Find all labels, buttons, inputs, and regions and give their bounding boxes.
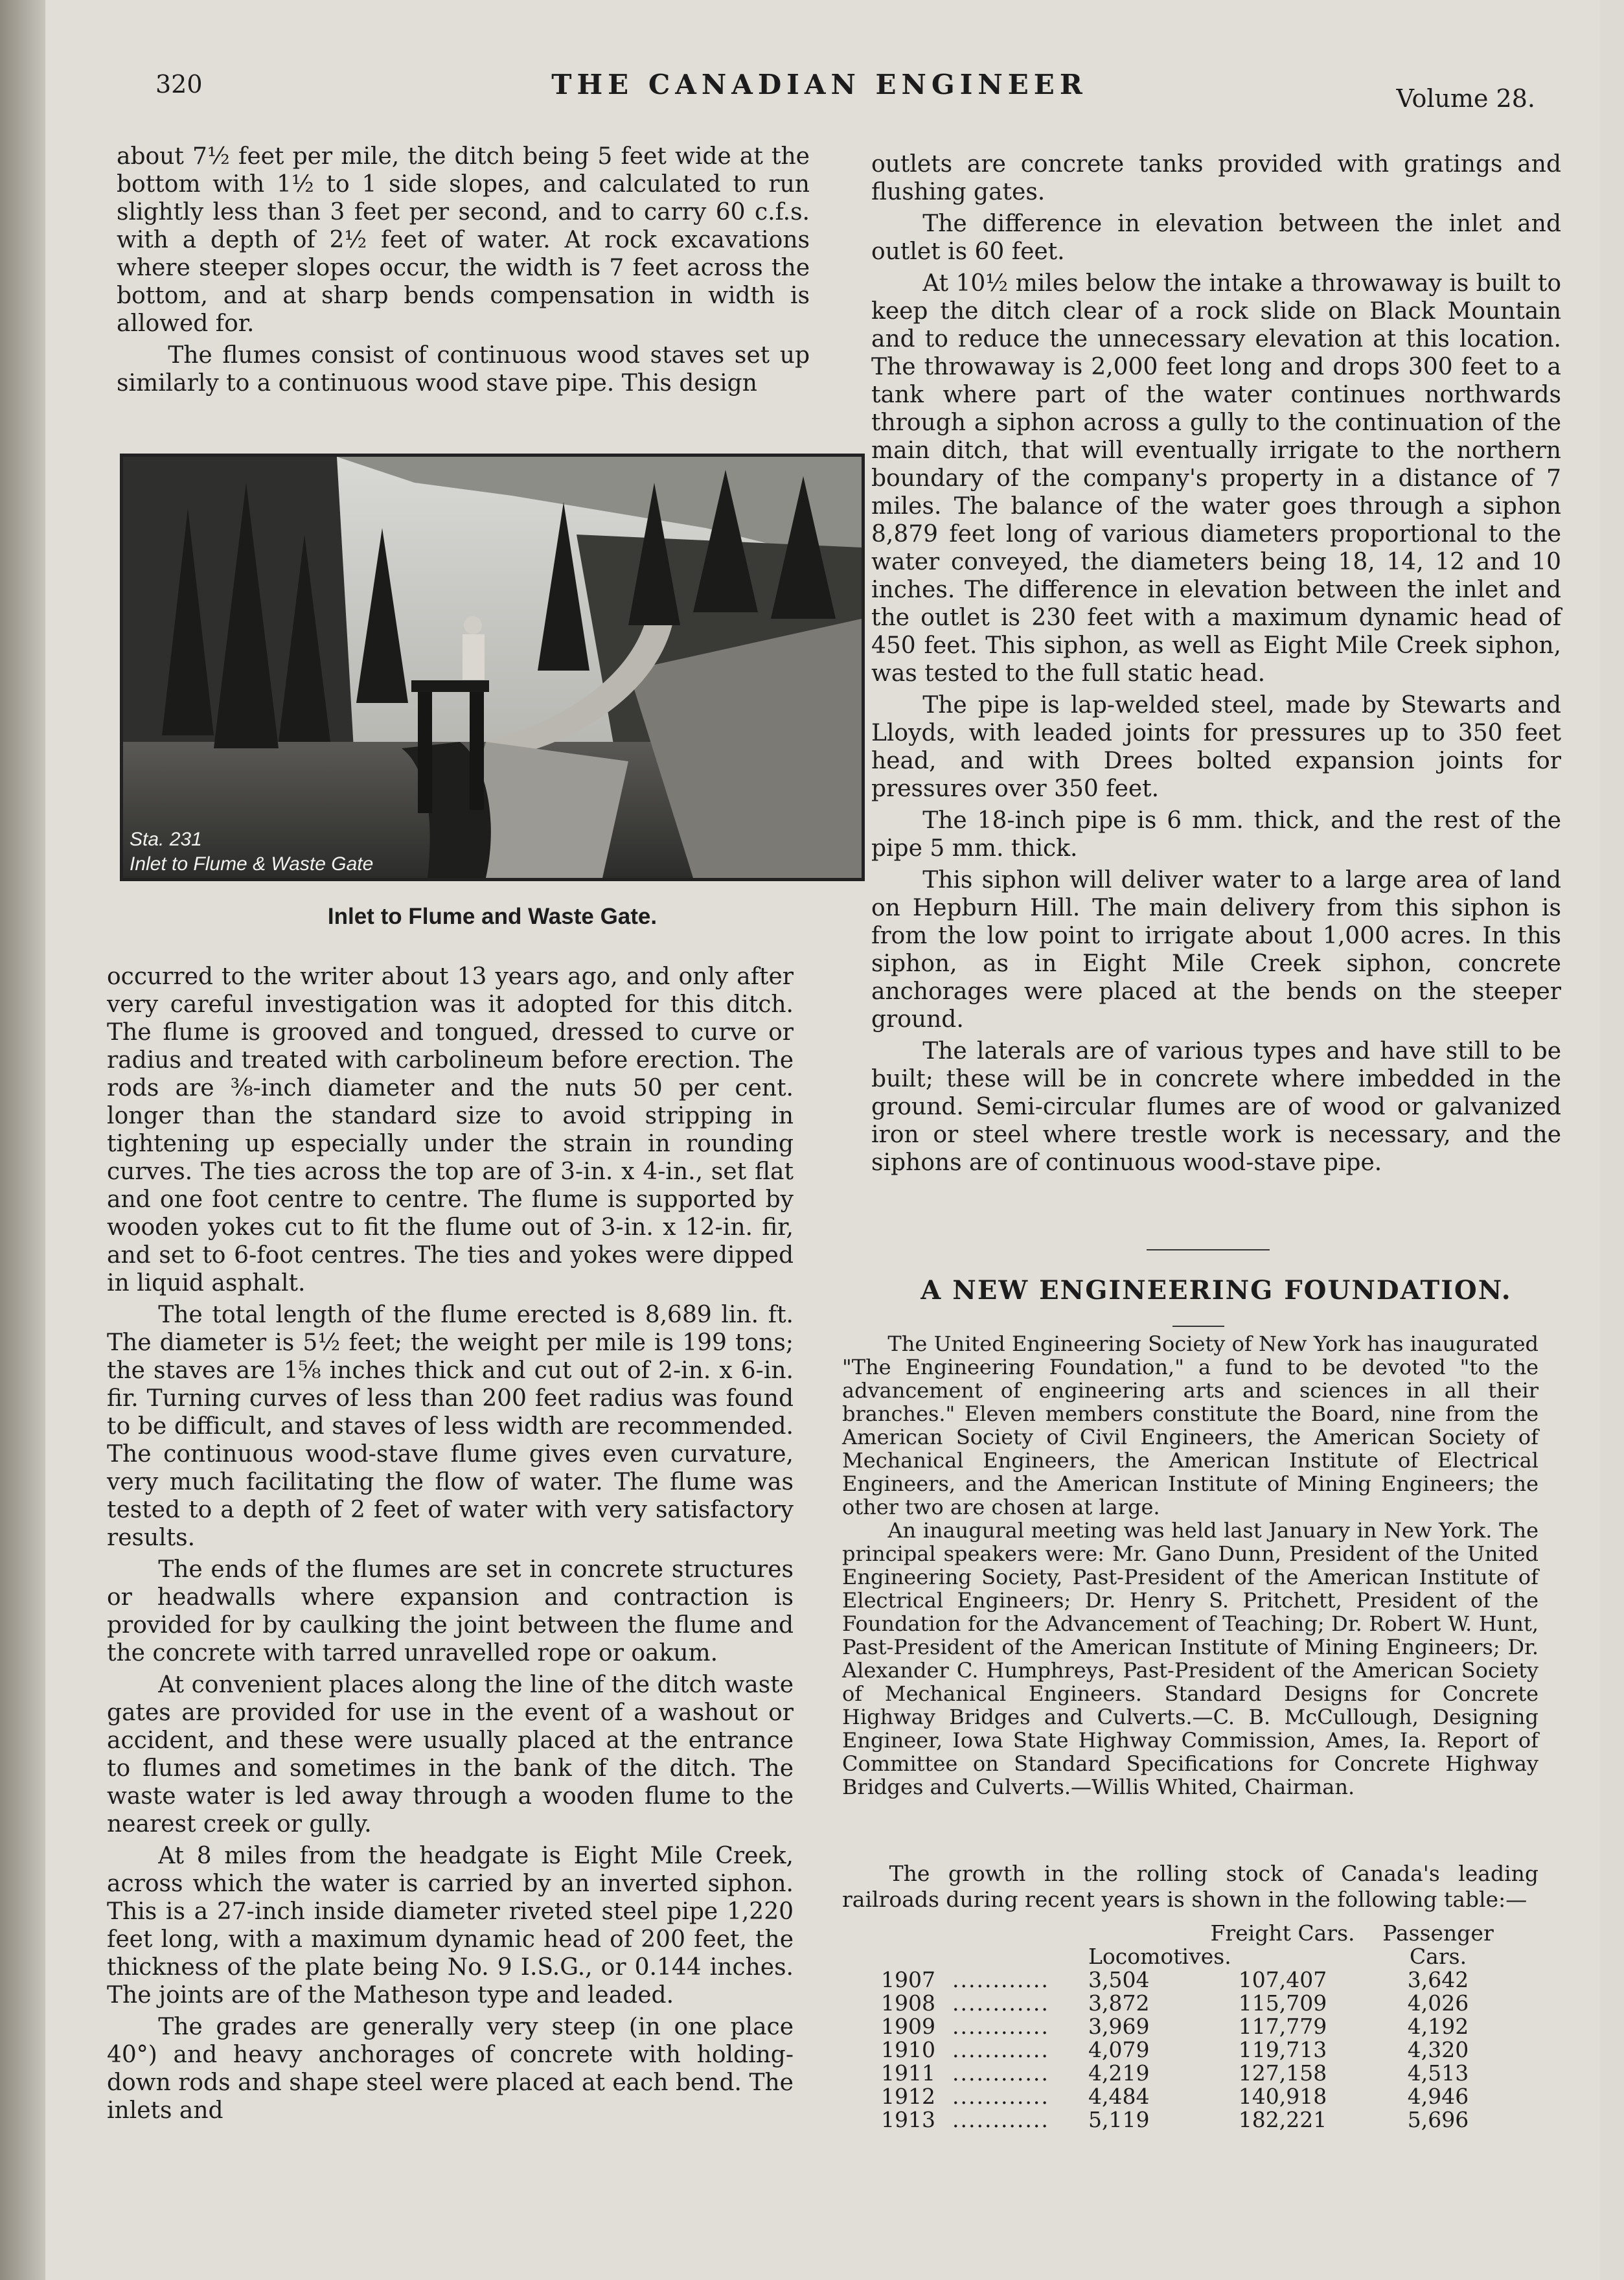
paragraph: about 7½ feet per mile, the ditch being 5 feet wide at the bottom with 1½ to 1 side slopes, and calculated to run slightly less than 3 feet per second, and to carry 60 c.f.s. with a depth of 2½ feet of water. At rock excavations where steeper slopes occur, the width is 7 feet across the bottom, and at sharp bends compensation in width is allowed for.: [117, 143, 810, 337]
table-cell: 4,946: [1407, 2084, 1469, 2109]
table-header-cell: Locomotives.: [1088, 1944, 1231, 1969]
photo-inscription-station: Sta. 231: [130, 829, 202, 850]
leader-dots: ............: [952, 1992, 1049, 2015]
paragraph: The ends of the flumes are set in concrete structures or headwalls where expansion and contraction is provided for by caulking the joint between the flume and the concrete with tarred unravelled rope or oakum.: [107, 1556, 794, 1666]
paragraph: The United Engineering Society of New York has inaugurated "The Engineering Foundation," a fund to be devoted "to the advancement of engineering arts and sciences in all their branches." Eleven members constitute the Board, nine from the American Society of Civil Engineers, the American Society of Mechanical Engineers, the American Institute of Electrical Engineers, and the American Institute of Mining Engineers; the other two are chosen at large.: [842, 1331, 1538, 1519]
table-cell: 107,407: [1238, 1967, 1327, 1992]
table-row: [881, 1992, 1529, 2015]
leader-dots: ............: [952, 2015, 1049, 2038]
paragraph: The pipe is lap-welded steel, made by Stewarts and Lloyds, with leaded joints for pressures up to 350 feet head, and with Drees bolted expansion joints for pressures over 350 feet.: [871, 692, 1561, 802]
table-cell: 4,026: [1407, 1990, 1469, 2016]
table-cell: 3,504: [1088, 1967, 1150, 1992]
rolling-stock-table: [881, 1922, 1529, 2132]
table-header-cell: Passenger Cars.: [1382, 1920, 1494, 1969]
paragraph: The total length of the flume erected is 8,689 lin. ft. The diameter is 5½ feet; the weight per mile is 199 tons; the staves are 1⅝ inches thick and cut out of 2-in. x 6-in. fir. Turning curves of less than 200 feet radius was found to be difficult, and staves of less width are recommended. The continuous wood-stave flume gives even curvature, very much facilitating the flow of water. The flume was tested to a depth of 2 feet of water with very satisfactory results.: [107, 1302, 794, 1551]
paragraph: occurred to the writer about 13 years ago, and only after very careful investigation was it adopted for this ditch. The flume is grooved and tongued, dressed to curve or radius and treated with carbolineum before erection. The rods are ⅜-inch diameter and the nuts 50 per cent. longer than the standard size to avoid stripping in tightening up especially under the strain in rounding curves. The ties across the top are of 3-in. x 4-in., set flat and one foot centre to centre. The flume is supported by wooden yokes cut to fit the flume out of 3-in. x 12-in. fir, and set to 6-foot centres. The ties and yokes were dipped in liquid asphalt.: [107, 963, 794, 1296]
right-column: [871, 150, 1561, 1180]
rolling-stock-intro: [842, 1861, 1538, 1913]
paragraph: The difference in elevation between the inlet and outlet is 60 feet.: [871, 211, 1561, 265]
left-column-bottom: [107, 963, 794, 2128]
paragraph: An inaugural meeting was held last January in New York. The principal speakers were: Mr. Gano Dunn, President of the United Engineering Society, Past-President of the American Institute of Electrical Engineers; Dr. Henry S. Pritchett, President of the Foundation for the Advancement of Teaching; Dr. Robert W. Hunt, Past-President of the American Institute of Mining Engineers; Dr. Alexander C. Humphreys, Past-President of the American Society of Mechanical Engineers. Standard Designs for Concrete Highway Bridges and Culverts.—C. B. McCullough, Designing Engineer, Iowa State Highway Commission, Ames, Ia. Report of Committee on Standard Specifications for Concrete Highway Bridges and Culverts.—Willis Whited, Chairman.: [842, 1518, 1538, 1799]
leader-dots: ............: [952, 2038, 1049, 2062]
table-cell: 5,119: [1088, 2107, 1150, 2132]
page-number: 320: [155, 70, 203, 98]
flume-photo: [120, 454, 865, 881]
photo-caption: Inlet to Flume and Waste Gate.: [327, 904, 658, 929]
photo-inscription-label: Inlet to Flume & Waste Gate: [130, 853, 374, 875]
table-cell: 4,320: [1407, 2037, 1469, 2062]
paragraph: At convenient places along the line of the ditch waste gates are provided for use in the event of a washout or accident, and these were usually placed at the entrance to flumes and sometimes in the bank of the ditch. The waste water is led away through a wooden flume to the nearest creek or gully.: [107, 1672, 794, 1837]
table-cell: 117,779: [1238, 2014, 1327, 2039]
table-row: [881, 2108, 1529, 2132]
table-row: [881, 2015, 1529, 2038]
paragraph: The flumes consist of continuous wood staves set up similarly to a continuous wood stave pipe. This design: [117, 342, 810, 397]
table-header-cell: Freight Cars.: [1210, 1920, 1355, 1946]
paragraph: The grades are generally very steep (in one place 40°) and heavy anchorages of concrete with holding-down rods and shape steel were placed at each bend. The inlets and: [107, 2014, 794, 2124]
paragraph: outlets are concrete tanks provided with gratings and flushing gates.: [871, 151, 1561, 205]
table-cell: 1907: [881, 1967, 935, 1992]
left-column-top: [117, 143, 810, 401]
paragraph: The growth in the rolling stock of Canada's leading railroads during recent years is shown in the following table:—: [842, 1861, 1538, 1912]
table-cell: 3,642: [1407, 1967, 1469, 1992]
paragraph: At 10½ miles below the intake a throwaway is built to keep the ditch clear of a rock slide on Black Mountain and to reduce the unnecessary elevation at this location. The throwaway is 2,000 feet long and drops 300 feet to a tank where part of the water continues northwards through a siphon across a gully to the continuation of the main ditch, that will eventually irrigate to the northern boundary of the company's property in a distance of 7 miles. The balance of the water goes through a siphon 8,879 feet long of various diameters proportional to the water conveyed, the diameters being 18, 14, 12 and 10 inches. The difference in elevation between the inlet and the outlet is 230 feet with a maximum dynamic head of 450 feet. This siphon, as well as Eight Mile Creek siphon, was tested to the full static head.: [871, 270, 1561, 687]
leader-dots: ............: [952, 2062, 1049, 2085]
table-cell: 1909: [881, 2014, 935, 2039]
paragraph: The laterals are of various types and have still to be built; these will be in concrete where imbedded in the ground. Semi-circular flumes are of wood or galvanized iron or steel where trestle work is necessary, and the siphons are of continuous wood-stave pipe.: [871, 1038, 1561, 1176]
paragraph: This siphon will deliver water to a large area of land on Hepburn Hill. The main delivery from this siphon is from the low point to irrigate about 1,000 acres. In this siphon, as in Eight Mile Creek siphon, concrete anchorages were placed at the bends on the steeper ground.: [871, 867, 1561, 1033]
table-header-spacer: [952, 1922, 1088, 1968]
section-divider: [1147, 1249, 1270, 1250]
section-title: A NEW ENGINEERING FOUNDATION.: [921, 1275, 1512, 1306]
table-cell: 4,513: [1407, 2060, 1469, 2086]
volume-label: Volume 28.: [1396, 84, 1535, 113]
table-cell: 182,221: [1238, 2107, 1327, 2132]
table-row: [881, 2085, 1529, 2108]
table-cell: 4,192: [1407, 2014, 1469, 2039]
table-cell: 1910: [881, 2037, 935, 2062]
table-body: [881, 1968, 1529, 2132]
table-cell: 5,696: [1407, 2107, 1469, 2132]
table-header-cell: [881, 1922, 952, 1968]
table-cell: 4,079: [1088, 2037, 1150, 2062]
flume-photo-image: [123, 457, 862, 878]
paragraph: The 18-inch pipe is 6 mm. thick, and the rest of the pipe 5 mm. thick.: [871, 807, 1561, 862]
table-cell: 140,918: [1238, 2084, 1327, 2109]
table-cell: 4,484: [1088, 2084, 1150, 2109]
running-header: [104, 65, 1535, 113]
table-cell: 4,219: [1088, 2060, 1150, 2086]
table-row: [881, 2038, 1529, 2062]
paragraph: At 8 miles from the headgate is Eight Mile Creek, across which the water is carried by an inverted siphon. This is a 27-inch inside diameter riveted steel pipe 1,220 feet long, with a maximum dynamic head of 200 feet, the thickness of the plate being No. 9 I.S.G., or 0.144 inches. The joints are of the Matheson type and leaded.: [107, 1843, 794, 2009]
table-cell: 3,969: [1088, 2014, 1150, 2039]
table-row: [881, 2062, 1529, 2085]
book-spine-shadow: [0, 0, 45, 2280]
journal-title: THE CANADIAN ENGINEER: [551, 69, 1088, 100]
table-cell: 1911: [881, 2060, 935, 2086]
table-cell: 127,158: [1238, 2060, 1327, 2086]
table-cell: 1913: [881, 2107, 935, 2132]
table-cell: 1912: [881, 2084, 935, 2109]
leader-dots: ............: [952, 1968, 1049, 1992]
leader-dots: ............: [952, 2085, 1049, 2108]
leader-dots: ............: [952, 2108, 1049, 2132]
title-underline: [1172, 1326, 1224, 1327]
table-cell: 1908: [881, 1990, 935, 2016]
table-cell: 119,713: [1238, 2037, 1327, 2062]
table-cell: 3,872: [1088, 1990, 1150, 2016]
foundation-article: [842, 1332, 1538, 1799]
table-header-row: [881, 1922, 1529, 1968]
table-cell: 115,709: [1238, 1990, 1327, 2016]
table-row: [881, 1968, 1529, 1992]
